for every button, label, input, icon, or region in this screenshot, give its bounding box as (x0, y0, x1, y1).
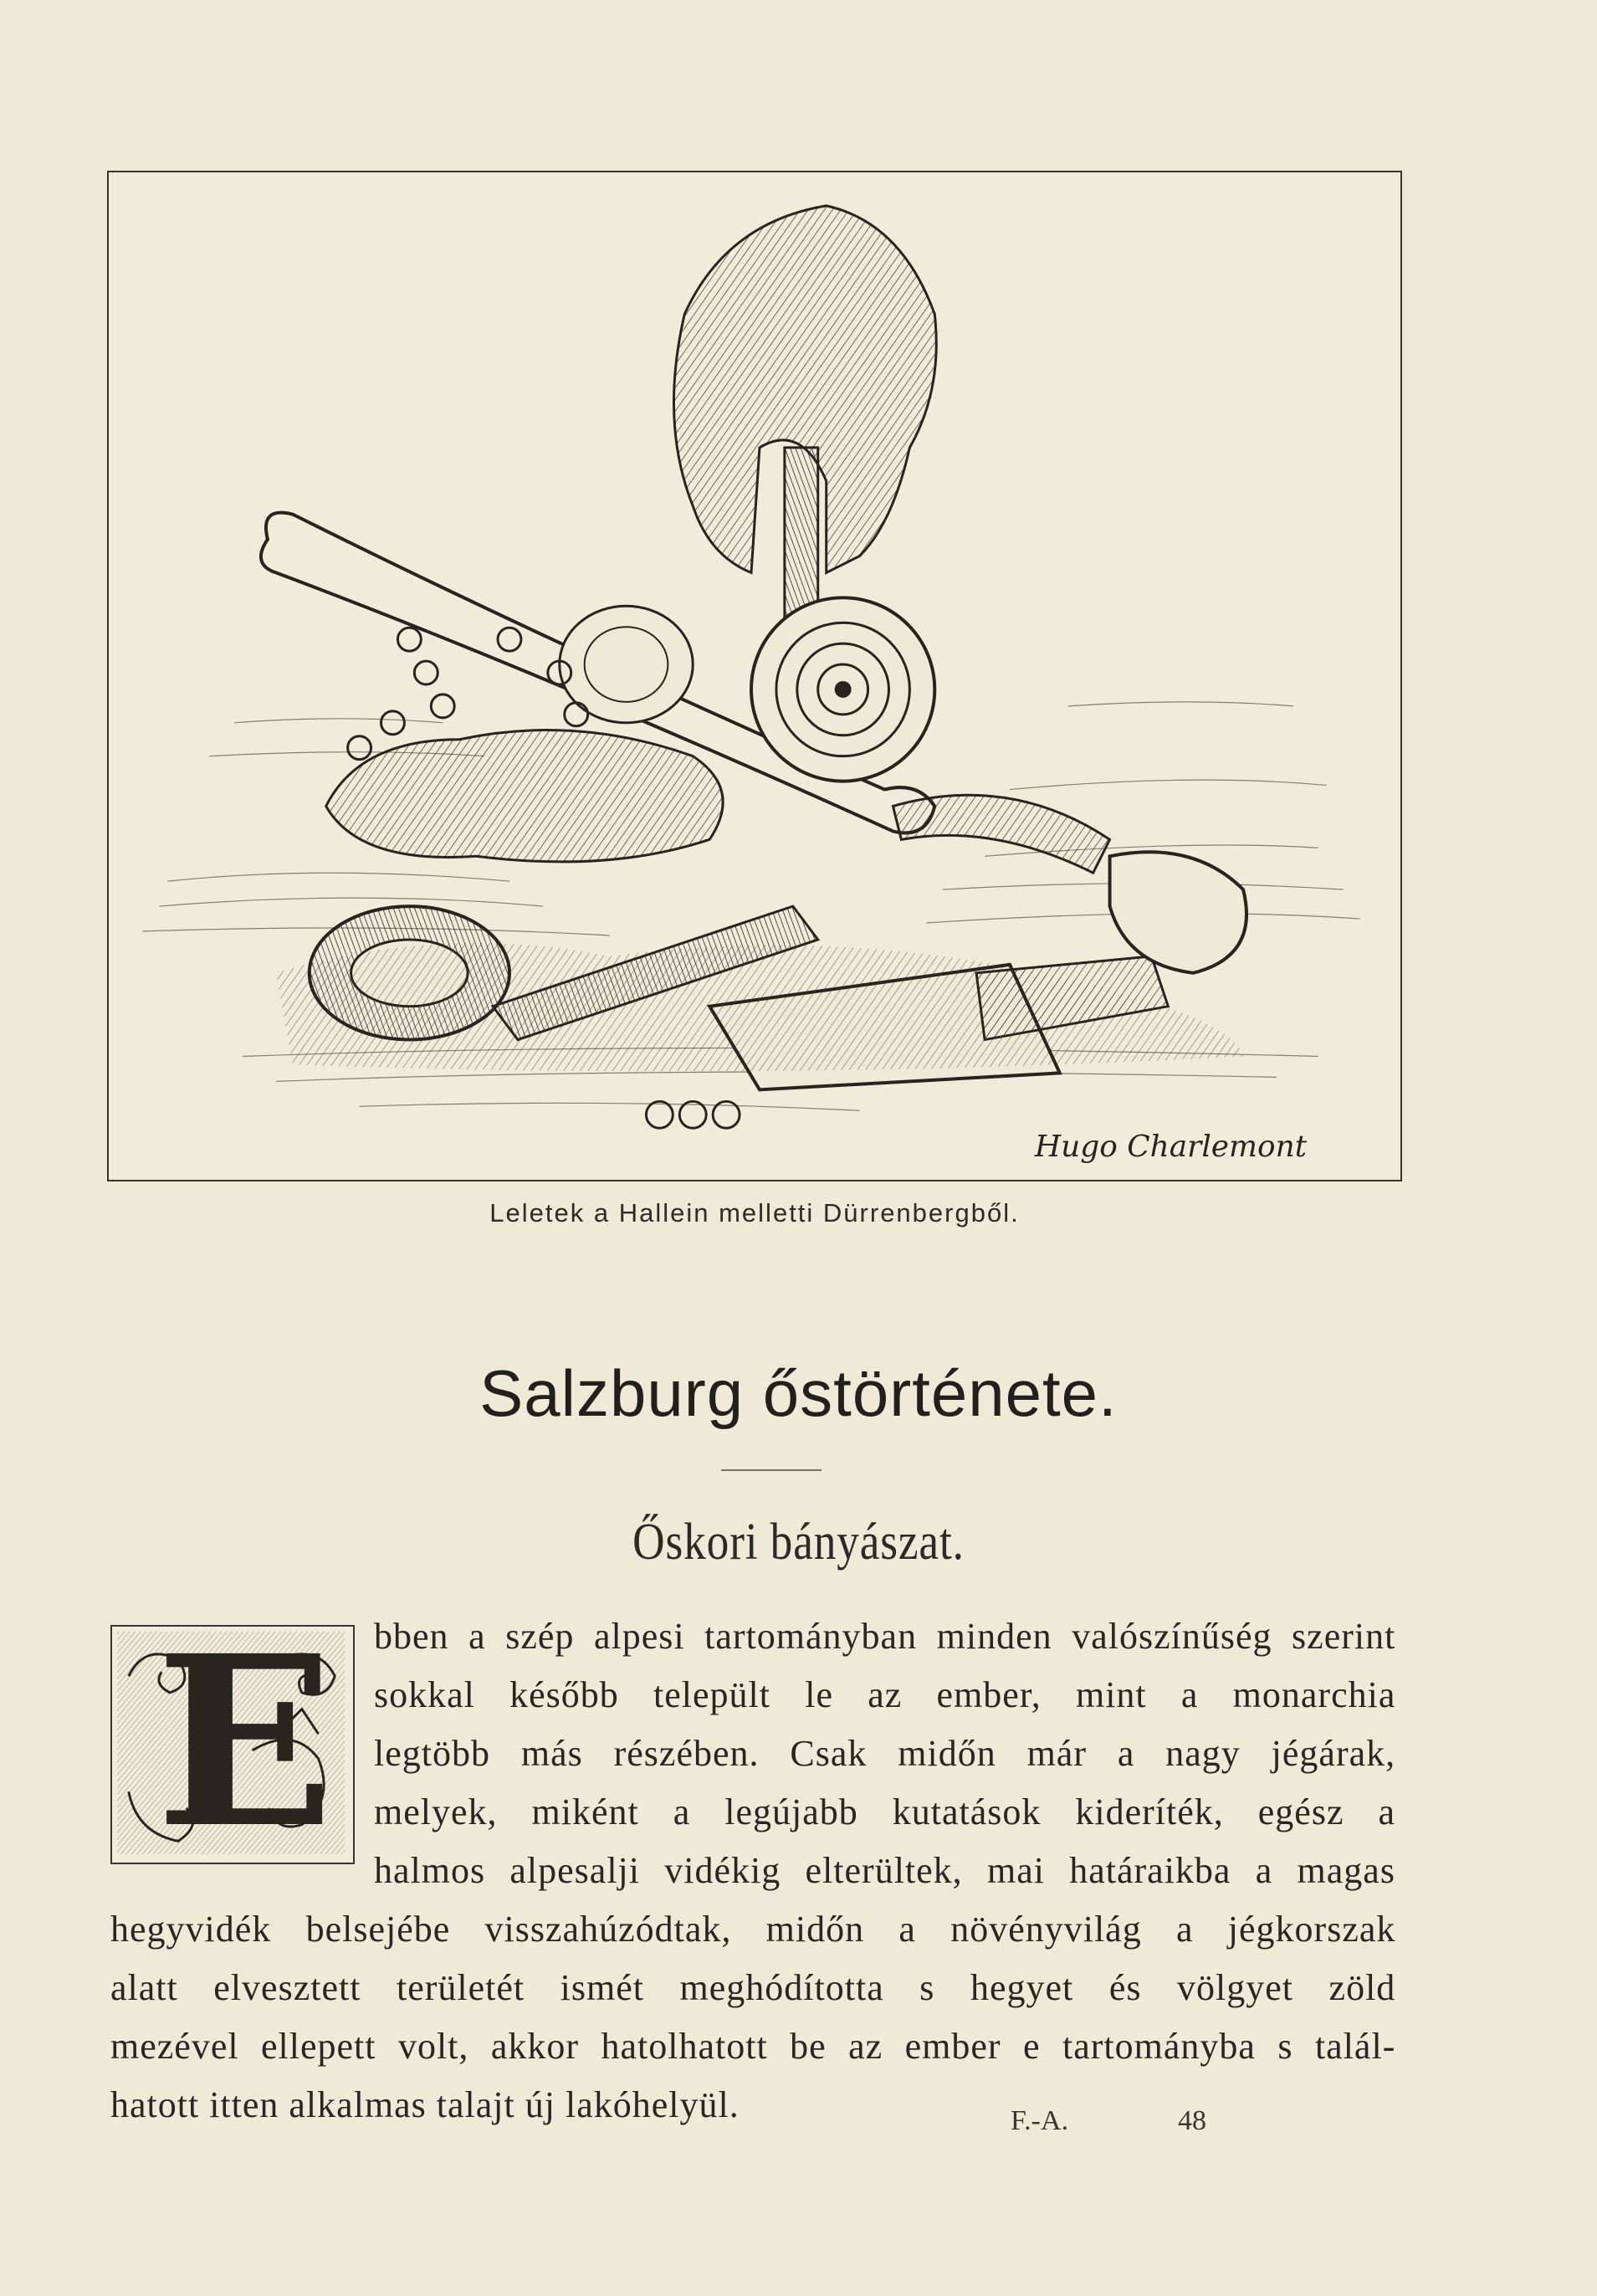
decorated-initial (110, 1625, 355, 1864)
text-line: hatott itten alkalmas talajt új lakóhelyül. (110, 2084, 740, 2125)
figure-caption: Leletek a Hallein melletti Dürrenbergből. (489, 1198, 1020, 1227)
text-line: halmos alpesalji vidékig elterültek, mai határaikba a magas (374, 1850, 1395, 1891)
text-line: bben a szép alpesi tartományban minden valószínűség szerint (374, 1616, 1396, 1657)
artist-signature: Hugo Charlemont (1034, 1130, 1308, 1165)
text-line: alatt elvesztett területét ismét meghódította s hegyet és völgyet zöld (110, 1967, 1396, 2008)
text-line: sokkal később települt le az ember, mint a monarchia (374, 1674, 1396, 1715)
text-line: hegyvidék belsejébe visszahúzódtak, midőn a növényvilág a jégkorszak (110, 1909, 1396, 1950)
engraving-illustration (107, 171, 1402, 1181)
initial-letter: E (156, 1625, 335, 1864)
page-number: 48 (1178, 2105, 1206, 2136)
chapter-title: Salzburg őstörténete. (479, 1356, 1118, 1430)
archaeological-finds-drawing (109, 172, 1400, 1180)
text-line: melyek, miként a legújabb kutatások kideríték, egész a (374, 1791, 1396, 1832)
title-divider (721, 1469, 822, 1471)
text-line: legtöbb más részében. Csak midőn már a nagy jégárak, (374, 1733, 1396, 1774)
section-subtitle: Őskori bányászat. (632, 1514, 965, 1571)
signature-mark: F.-A. (1011, 2105, 1069, 2136)
text-line: mezével ellepett volt, akkor hatolhatott be az ember e tartományba s talál- (110, 2026, 1396, 2067)
